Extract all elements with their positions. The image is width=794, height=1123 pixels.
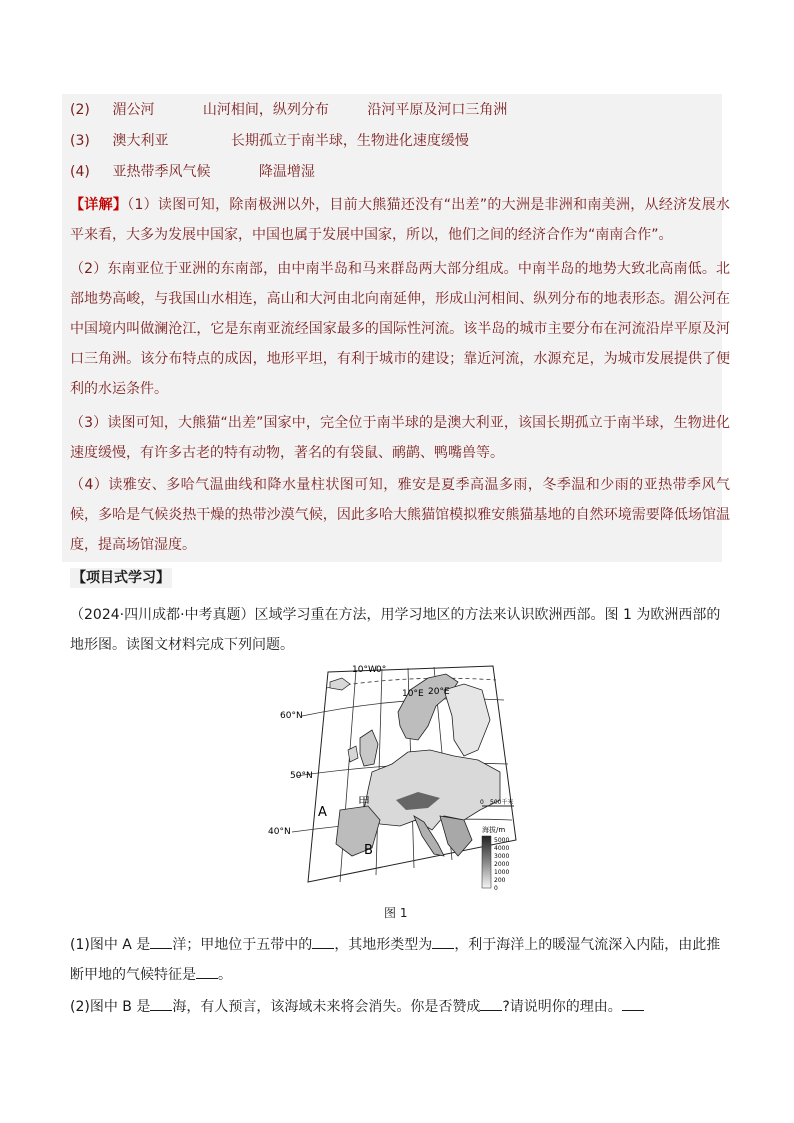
lat-60n-label: 60°N [280, 711, 303, 721]
figure-caption: 图 1 [384, 906, 408, 920]
answer-reason: 长期孤立于南半球，生物进化速度缓慢 [230, 133, 469, 149]
legend-tick-label: 200 [494, 877, 506, 884]
q1-part-d: ，利于海洋上的暖湿气流深入内陆，由此推断甲地的气候特征是 [70, 937, 721, 983]
legend-ticks [494, 837, 509, 892]
label-a: A [318, 805, 327, 820]
scale-zero: 0 [480, 799, 484, 806]
lon-20e-label: 20°E [428, 687, 450, 697]
lat-50n-label: 50°N [290, 771, 313, 781]
lon-0-label: 0° [376, 665, 387, 675]
detail-paragraph-2: （2）东南亚位于亚洲的东南部，由中南半岛和马来群岛两大部分组成。中南半岛的地势大致北高南低。北部地势高峻，与我国山水相连，高山和大河由北向南延伸，形成山河相间、纵列分布的地表形态。湄公河在中国境内叫做澜沧江，它是东南亚流经国家最多的国际性河流。该半岛的城市主要分布在河流沿岸平原及河口三角洲。该分布特点的成因，地形平坦，有利于城市的建设；靠近河流，水源充足，为城市发展提供了便利的水运条件。 [70, 261, 730, 397]
question-1 [70, 930, 730, 990]
europe-terrain-map [268, 660, 524, 896]
answer-country: 澳大利亚 [112, 133, 169, 149]
q1-blank-climate[interactable] [196, 964, 218, 979]
detail-text-1: （1）读图可知，除南极洲以外，目前大熊猫还没有“出差”的大洲是非洲和南美洲，从经济发展水平来看，大多为发展中国家，中国也属于发展中国家，所以，他们之间的经济合作为“南南合作”。 [70, 197, 730, 243]
question-2 [70, 992, 730, 1022]
q1-part-a: (1)图中 A 是 [70, 937, 151, 953]
q2-blank-reason[interactable] [622, 996, 644, 1011]
legend-gradient [482, 836, 491, 888]
q1-blank-ocean[interactable] [150, 934, 172, 949]
answer-river: 湄公河 [112, 102, 155, 118]
legend-tick-label: 0 [494, 885, 498, 892]
q2-part-a: (2)图中 B 是 [70, 999, 151, 1015]
answer-climate: 亚热带季风气候 [112, 164, 211, 180]
answer-city-distribution: 沿河平原及河口三角洲 [367, 102, 508, 118]
legend-tick-label: 3000 [494, 853, 510, 860]
q1-blank-zone[interactable] [312, 934, 334, 949]
q1-part-e: 。 [218, 967, 232, 983]
legend-tick-label: 2000 [494, 861, 510, 868]
question-intro: （2024·四川成都·中考真题）区域学习重在方法，用学习地区的方法来认识欧洲西部。图 1 为欧洲西部的地形图。读图文材料完成下列问题。 [70, 607, 721, 653]
answer-number: (3) [70, 133, 90, 149]
answer-line-3 [70, 131, 469, 151]
lon-10w-label: 10°W [352, 665, 377, 675]
q2-part-b: 海，有人预言，该海域未来将会消失。你是否赞成 [172, 999, 481, 1015]
answer-number: (4) [70, 164, 90, 180]
legend-tick-label: 4000 [494, 845, 510, 852]
answer-line-2 [70, 100, 507, 120]
q1-part-b: 洋；甲地位于五带中的 [172, 937, 313, 953]
answer-line-4 [70, 162, 315, 182]
label-jia: 甲 [358, 795, 371, 809]
q1-part-c: ，其地形类型为 [334, 937, 433, 953]
legend-tick-label: 1000 [494, 869, 510, 876]
lat-40n-label: 40°N [268, 827, 291, 837]
detail-tag: 【详解】 [70, 197, 128, 213]
answer-measure: 降温增湿 [258, 164, 315, 180]
lon-10e-label: 10°E [402, 689, 424, 699]
detail-paragraph-3: （3）读图可知，大熊猫“出差”国家中，完全位于南半球的是澳大利亚，该国长期孤立于南半球，生物进化速度缓慢，有许多古老的特有动物，著名的有袋鼠、鸸鹋、鸭嘴兽等。 [70, 415, 730, 461]
answer-number: (2) [70, 102, 90, 118]
legend-title: 海拔/m [482, 826, 506, 834]
q2-blank-sea[interactable] [150, 996, 172, 1011]
section-title: 【项目式学习】 [72, 570, 170, 586]
label-b: B [364, 843, 373, 858]
scale-500: 500千米 [490, 799, 514, 806]
q2-part-c: ?请说明你的理由。 [502, 999, 622, 1015]
answer-terrain: 山河相间，纵列分布 [202, 102, 329, 118]
legend-tick-label: 5000 [494, 837, 510, 844]
map-svg [268, 660, 524, 896]
q2-blank-agree[interactable] [480, 996, 502, 1011]
detail-paragraph-1 [70, 190, 730, 250]
detail-paragraph-4: （4）读雅安、多哈气温曲线和降水量柱状图可知，雅安是夏季高温多雨，冬季温和少雨的亚热带季风气候，多哈是气候炎热干燥的热带沙漠气候，因此多哈大熊猫馆模拟雅安熊猫基地的自然环境需要降低场馆温度，提高场馆湿度。 [70, 477, 730, 553]
q1-blank-terrain[interactable] [432, 934, 454, 949]
